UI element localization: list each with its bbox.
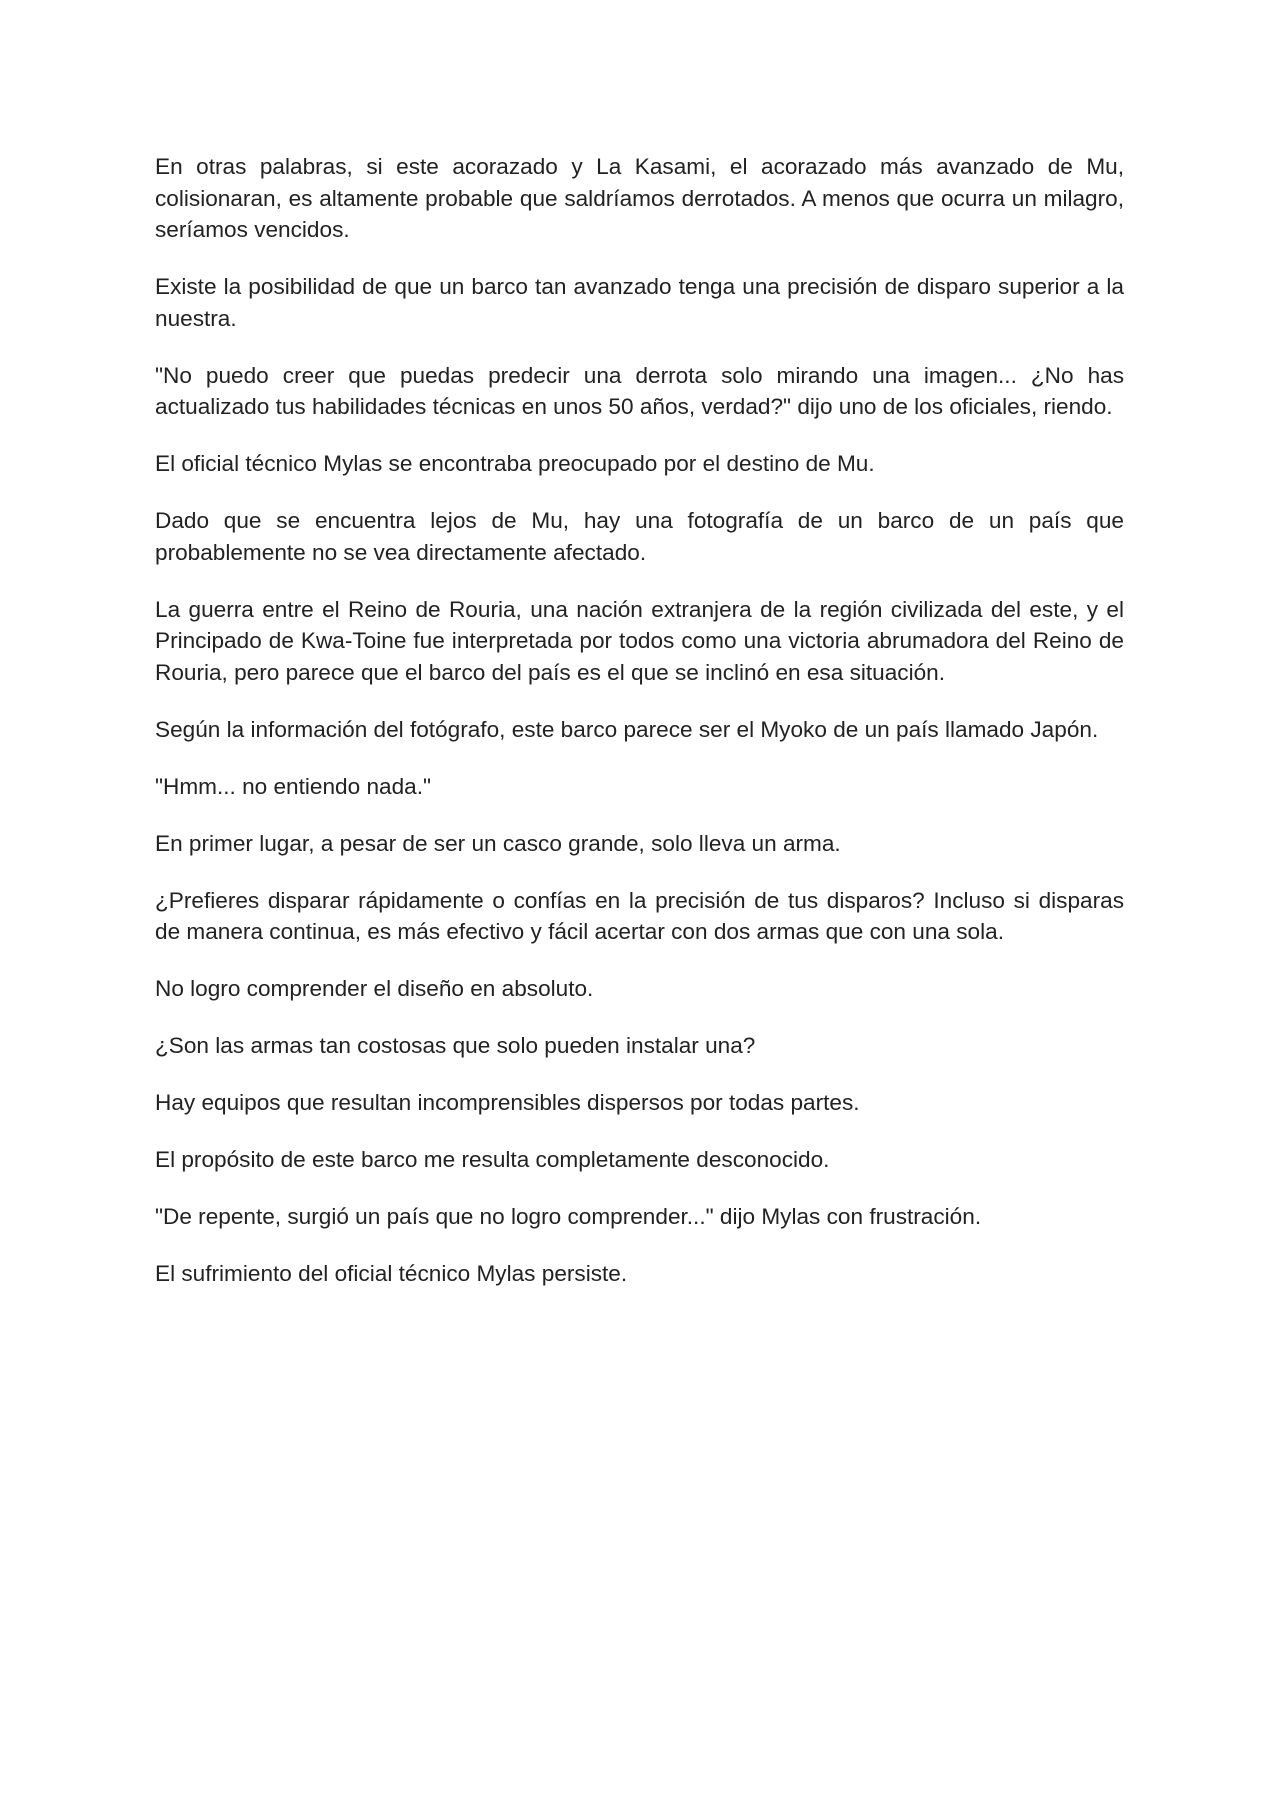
paragraph: En otras palabras, si este acorazado y La Kasami, el acorazado más avanzado de Mu, colisionaran, es altamente probable que saldríamos derrotados. A menos que ocurra un milagro, seríamos vencidos.: [155, 154, 1124, 242]
paragraph: "De repente, surgió un país que no logro comprender..." dijo Mylas con frustración.: [155, 1204, 982, 1229]
paragraph: Existe la posibilidad de que un barco tan avanzado tenga una precisión de disparo superior a la nuestra.: [155, 274, 1124, 331]
paragraph: El sufrimiento del oficial técnico Mylas persiste.: [155, 1261, 628, 1286]
paragraph: ¿Prefieres disparar rápidamente o confías en la precisión de tus disparos? Incluso si disparas de manera continua, es más efectivo y fácil acertar con dos armas que con una sola.: [155, 887, 1124, 944]
paragraph: El oficial técnico Mylas se encontraba preocupado por el destino de Mu.: [155, 451, 875, 476]
paragraph: Según la información del fotógrafo, este barco parece ser el Myoko de un país llamado Japón.: [155, 716, 1099, 742]
paragraph: En primer lugar, a pesar de ser un casco grande, solo lleva un arma.: [155, 830, 841, 856]
paragraph: "Hmm... no entiendo nada.": [155, 773, 432, 799]
paragraph: Hay equipos que resultan incomprensibles dispersos por todas partes.: [155, 1090, 860, 1115]
paragraph: No logro comprender el diseño en absoluto.: [155, 976, 594, 1001]
paragraph: Dado que se encuentra lejos de Mu, hay una fotografía de un barco de un país que probablemente no se vea directamente afectado.: [155, 508, 1124, 565]
paragraph: El propósito de este barco me resulta completamente desconocido.: [155, 1147, 830, 1172]
paragraph: La guerra entre el Reino de Rouria, una nación extranjera de la región civilizada del este, y el Principado de Kwa-Toine fue interpretada por todos como una victoria abrumadora del Reino de Rouria, pero parece que el barco del país es el que se inclinó en esa situación.: [155, 596, 1124, 685]
paragraph: ¿Son las armas tan costosas que solo pueden instalar una?: [155, 1033, 756, 1058]
paragraph: "No puedo creer que puedas predecir una derrota solo mirando una imagen... ¿No has actualizado tus habilidades técnicas en unos 50 años, verdad?" dijo uno de los oficiales, riendo.: [155, 362, 1124, 419]
document-body: [155, 151, 1124, 1315]
